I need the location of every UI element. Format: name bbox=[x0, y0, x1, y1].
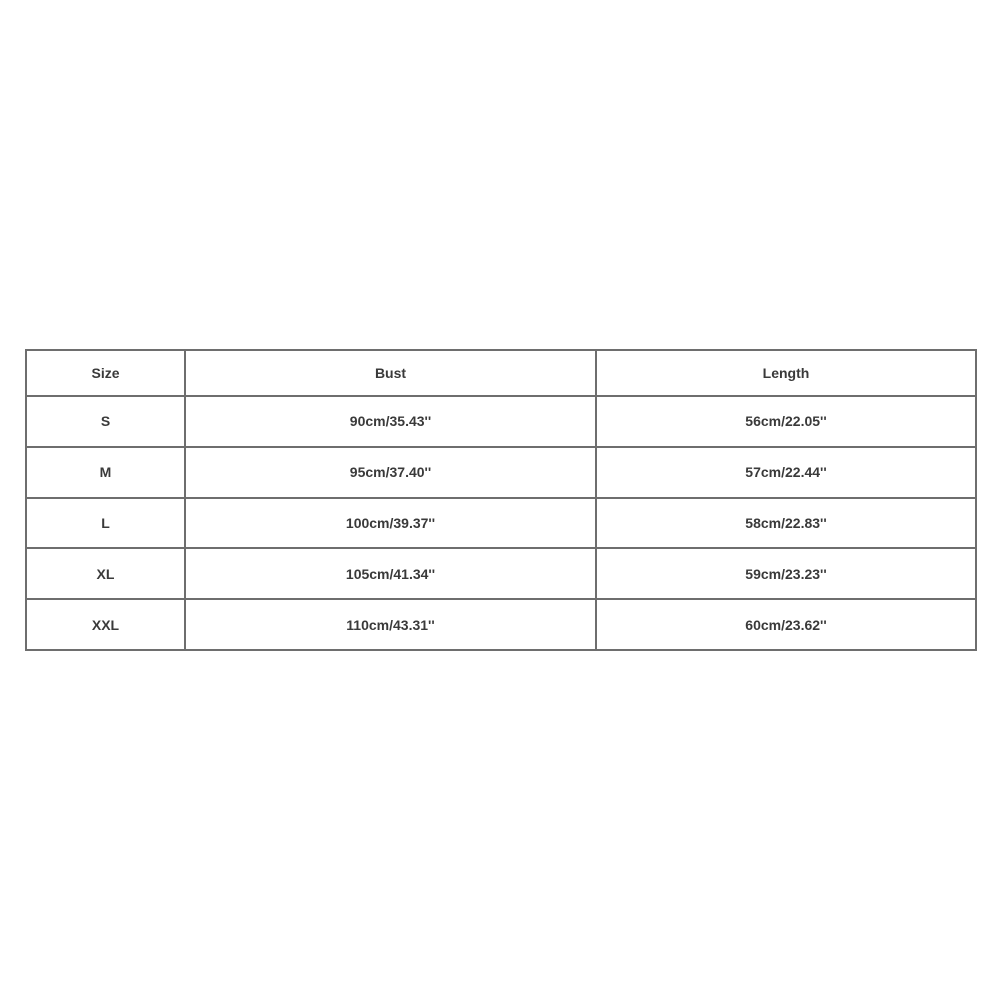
size-cell: S bbox=[26, 396, 185, 447]
table-header bbox=[26, 350, 976, 396]
table-row bbox=[26, 396, 976, 447]
header-row bbox=[26, 350, 976, 396]
size-cell: XL bbox=[26, 548, 185, 599]
header-size: Size bbox=[26, 350, 185, 396]
bust-cell: 90cm/35.43'' bbox=[185, 396, 596, 447]
size-cell: M bbox=[26, 447, 185, 498]
table-row bbox=[26, 599, 976, 650]
header-length: Length bbox=[596, 350, 976, 396]
length-cell: 59cm/23.23'' bbox=[596, 548, 976, 599]
size-cell: L bbox=[26, 498, 185, 549]
size-chart-table bbox=[25, 349, 977, 651]
length-cell: 60cm/23.62'' bbox=[596, 599, 976, 650]
size-cell: XXL bbox=[26, 599, 185, 650]
table-row bbox=[26, 498, 976, 549]
length-cell: 58cm/22.83'' bbox=[596, 498, 976, 549]
bust-cell: 110cm/43.31'' bbox=[185, 599, 596, 650]
bust-cell: 100cm/39.37'' bbox=[185, 498, 596, 549]
header-bust: Bust bbox=[185, 350, 596, 396]
bust-cell: 95cm/37.40'' bbox=[185, 447, 596, 498]
table-body bbox=[26, 396, 976, 650]
table-row bbox=[26, 447, 976, 498]
length-cell: 57cm/22.44'' bbox=[596, 447, 976, 498]
length-cell: 56cm/22.05'' bbox=[596, 396, 976, 447]
table-row bbox=[26, 548, 976, 599]
bust-cell: 105cm/41.34'' bbox=[185, 548, 596, 599]
